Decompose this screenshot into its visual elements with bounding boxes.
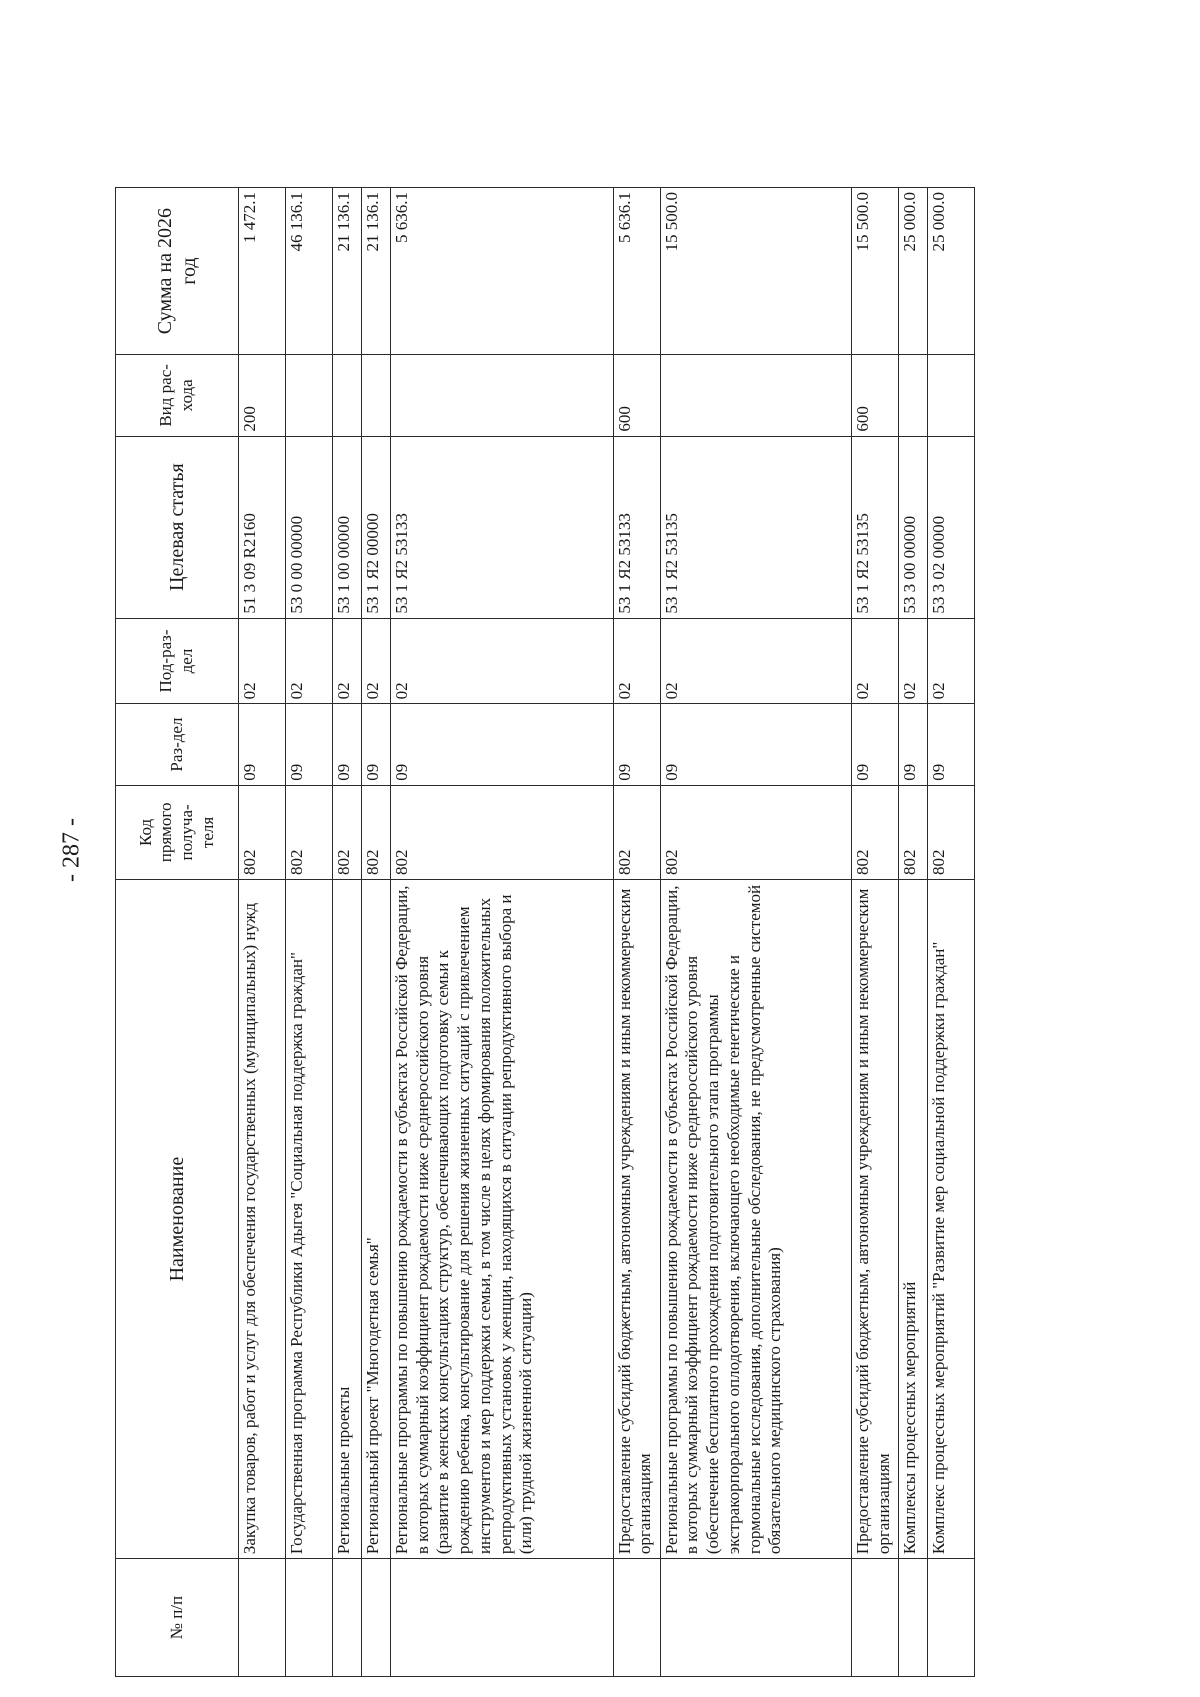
row-name: Комплексы процессных мероприятий [899, 880, 928, 1559]
table-row [660, 188, 851, 1677]
table-row [899, 188, 928, 1677]
row-sum: 21 136.1 [333, 188, 362, 355]
row-section: 09 [660, 704, 851, 785]
row-target: 53 1 Я2 53135 [660, 436, 851, 618]
row-sum: 5 636.1 [613, 188, 660, 355]
row-subsection: 02 [928, 618, 975, 704]
row-target: 51 3 09 R2160 [239, 436, 286, 618]
row-recipient: 802 [362, 785, 391, 879]
row-num [286, 1559, 333, 1677]
table-row [928, 188, 975, 1677]
row-subsection: 02 [391, 618, 614, 704]
table-row [852, 188, 899, 1677]
row-name: Предоставление субсидий бюджетным, автономным учреждениям и иным некоммерческим организациям [852, 880, 899, 1559]
row-sum: 25 000.0 [899, 188, 928, 355]
row-subsection: 02 [899, 618, 928, 704]
row-target: 53 3 02 00000 [928, 436, 975, 618]
row-expense [391, 355, 614, 436]
row-target: 53 1 Я2 53133 [391, 436, 614, 618]
table-row [613, 188, 660, 1677]
row-num [362, 1559, 391, 1677]
row-section: 09 [852, 704, 899, 785]
header-recipient: Код прямого получа-теля [116, 785, 239, 879]
header-sum: Сумма на 2026 год [116, 188, 239, 355]
row-num [660, 1559, 851, 1677]
row-section: 09 [362, 704, 391, 785]
table-row [362, 188, 391, 1677]
row-recipient: 802 [613, 785, 660, 879]
row-target: 53 1 Я2 53135 [852, 436, 899, 618]
row-num [928, 1559, 975, 1677]
row-sum: 5 636.1 [391, 188, 614, 355]
row-section: 09 [613, 704, 660, 785]
row-name: Предоставление субсидий бюджетным, автономным учреждениям и иным некоммерческим организациям [613, 880, 660, 1559]
row-expense: 600 [852, 355, 899, 436]
row-recipient: 802 [333, 785, 362, 879]
header-section: Раз-дел [116, 704, 239, 785]
row-recipient: 802 [852, 785, 899, 879]
header-name: Наименование [116, 880, 239, 1559]
row-recipient: 802 [899, 785, 928, 879]
row-name: Закупка товаров, работ и услуг для обеспечения государственных (муниципальных) нужд [239, 880, 286, 1559]
row-recipient: 802 [391, 785, 614, 879]
row-name: Региональный проект "Многодетная семья" [362, 880, 391, 1559]
row-name: Региональные программы по повышению рождаемости в субъектах Российской Федерации, в которых суммарный коэффициент рождаемости ниже среднероссийского уровня (развитие в женских консультациях структур, обеспечивающих подготовку семьи к рождению ребенка, консультирование для решения жизненных ситуаций с привлечением инструментов и мер поддержки семьи, в том числе в целях формирования положительных репродуктивных установок у женщин, находящихся в ситуации репродуктивного выбора и (или) трудной жизненной ситуации) [391, 880, 614, 1559]
row-subsection: 02 [362, 618, 391, 704]
table-row [239, 188, 286, 1677]
page-number: - 287 - [58, 818, 85, 882]
row-sum: 15 500.0 [660, 188, 851, 355]
row-recipient: 802 [660, 785, 851, 879]
row-target: 53 3 00 00000 [899, 436, 928, 618]
header-target: Целевая статья [116, 436, 239, 618]
row-name: Региональные проекты [333, 880, 362, 1559]
row-section: 09 [239, 704, 286, 785]
header-expense: Вид рас-хода [116, 355, 239, 436]
row-expense: 600 [613, 355, 660, 436]
table-row [333, 188, 362, 1677]
row-subsection: 02 [613, 618, 660, 704]
header-num: № п/п [116, 1559, 239, 1677]
row-expense [660, 355, 851, 436]
row-num [333, 1559, 362, 1677]
row-subsection: 02 [239, 618, 286, 704]
row-recipient: 802 [239, 785, 286, 879]
header-row [116, 188, 239, 1677]
budget-table [115, 187, 975, 1677]
row-target: 53 1 00 00000 [333, 436, 362, 618]
row-sum: 21 136.1 [362, 188, 391, 355]
row-recipient: 802 [928, 785, 975, 879]
row-expense [899, 355, 928, 436]
row-sum: 46 136.1 [286, 188, 333, 355]
row-num [239, 1559, 286, 1677]
row-target: 53 1 Я2 00000 [362, 436, 391, 618]
rotated-table-container [115, 187, 975, 1677]
table-row [391, 188, 614, 1677]
row-num [899, 1559, 928, 1677]
row-expense [333, 355, 362, 436]
row-section: 09 [286, 704, 333, 785]
row-expense [286, 355, 333, 436]
row-section: 09 [391, 704, 614, 785]
row-expense [928, 355, 975, 436]
row-sum: 1 472.1 [239, 188, 286, 355]
row-subsection: 02 [333, 618, 362, 704]
row-name: Комплекс процессных мероприятий "Развитие мер социальной поддержки граждан" [928, 880, 975, 1559]
row-subsection: 02 [852, 618, 899, 704]
row-num [852, 1559, 899, 1677]
header-subsection: Под-раз-дел [116, 618, 239, 704]
row-target: 53 0 00 00000 [286, 436, 333, 618]
row-recipient: 802 [286, 785, 333, 879]
table-row [286, 188, 333, 1677]
row-section: 09 [928, 704, 975, 785]
row-subsection: 02 [286, 618, 333, 704]
row-expense [362, 355, 391, 436]
row-subsection: 02 [660, 618, 851, 704]
row-section: 09 [899, 704, 928, 785]
row-num [391, 1559, 614, 1677]
row-section: 09 [333, 704, 362, 785]
row-name: Государственная программа Республики Адыгея "Социальная поддержка граждан" [286, 880, 333, 1559]
row-sum: 15 500.0 [852, 188, 899, 355]
row-name: Региональные программы по повышению рождаемости в субъектах Российской Федерации, в которых суммарный коэффициент рождаемости ниже среднероссийского уровня (обеспечение бесплатного прохождения подготовительного этапа программы экстракорпорального оплодотворения, включающего необходимые генетические и гормональные исследования, дополнительные обследования, не предусмотренные системой обязательного медицинского страхования) [660, 880, 851, 1559]
row-sum: 25 000.0 [928, 188, 975, 355]
row-expense: 200 [239, 355, 286, 436]
row-num [613, 1559, 660, 1677]
row-target: 53 1 Я2 53133 [613, 436, 660, 618]
